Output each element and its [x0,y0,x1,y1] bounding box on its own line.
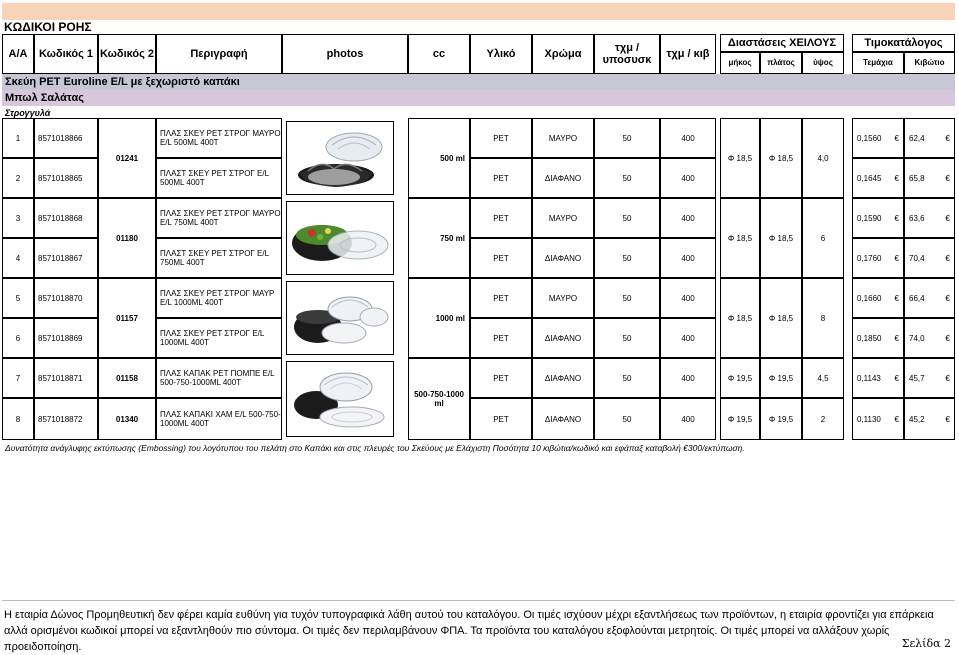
row-pcs-per-box: 400 [660,398,716,440]
row-description: ΠΛΑΣΤ ΣΚΕΥ PET ΣΤΡΟΓ E/L 500ML 400T [156,158,282,198]
price-value: 45,7 [909,373,925,383]
row-material: PET [470,278,532,318]
product-photo [286,201,394,275]
product-photo [286,281,394,355]
group-cc: 500-750-1000 ml [408,358,470,440]
group-width: Φ 18,5 [760,198,802,278]
row-pcs-per-sub: 50 [594,158,660,198]
price-value: 63,6 [909,213,925,223]
bowl-with-lid-icon [288,123,392,193]
row-color: ΜΑΥΡΟ [532,278,594,318]
header-aa: Α/Α [2,34,34,74]
group-cc: 750 ml [408,198,470,278]
price-value: 62,4 [909,133,925,143]
row-material: PET [470,398,532,440]
header-pcs-per-box: τχμ / κιβ [660,34,716,74]
row-box-price [904,358,955,398]
footer-divider [2,600,955,601]
bowl-with-lids-icon [288,283,392,353]
row-piece-price [852,238,904,278]
row-description: ΠΛΑΣ ΣΚΕΥ PET ΣΤΡΟΓ ΜΑΥΡΟ E/L 500ML 400T [156,118,282,158]
row-pcs-per-sub: 50 [594,278,660,318]
row-aa: 4 [2,238,34,278]
row-code1: 8571018867 [34,238,98,278]
row-description: ΠΛΑΣΤ ΣΚΕΥ PET ΣΤΡΟΓ E/L 750ML 400T [156,238,282,278]
page-number: Σελίδα 2 [901,637,951,650]
row-color: ΔΙΑΦΑΝΟ [532,318,594,358]
price-value: 0,1130 [857,414,881,424]
price-value: 70,4 [909,253,925,263]
row-box-price [904,318,955,358]
salad-bowl-icon [288,203,392,273]
row-description: ΠΛΑΣ ΚΑΠΑΚ PET ΠΟΜΠΕ E/L 500-750-1000ML 400T [156,358,282,398]
header-width: πλάτος [760,52,802,74]
group-width: Φ 18,5 [760,278,802,358]
currency-symbol: € [945,333,950,343]
price-value: 0,1645 [857,173,882,183]
price-value: 66,4 [909,293,925,303]
row-code1: 8571018865 [34,158,98,198]
row-box-price [904,398,955,440]
group-cc: 500 ml [408,118,470,198]
row-material: PET [470,158,532,198]
row-piece-price [852,318,904,358]
row-aa: 1 [2,118,34,158]
header-height: ύψος [802,52,844,74]
price-value: 0,1760 [857,253,882,263]
header-material: Υλικό [470,34,532,74]
row-description: ΠΛΑΣ ΣΚΕΥ PET ΣΤΡΟΓ ΜΑΥΡΟ E/L 750ML 400T [156,198,282,238]
row-material: PET [470,318,532,358]
row-pcs-per-sub: 50 [594,398,660,440]
price-value: 0,1560 [857,133,882,143]
currency-symbol: € [945,373,950,383]
row-piece-price [852,358,904,398]
header-code1: Κωδικός 1 [34,34,98,74]
header-piece-price: Τεμάχια [852,52,904,74]
row-height: 4,5 [802,358,844,398]
header-photos: photos [282,34,408,74]
header-length: μήκος [720,52,760,74]
row-length: Φ 19,5 [720,398,760,440]
group-length: Φ 18,5 [720,278,760,358]
row-piece-price [852,118,904,158]
row-material: PET [470,198,532,238]
row-box-price [904,238,955,278]
currency-symbol: € [945,293,950,303]
row-description: ΠΛΑΣ ΣΚΕΥ PET ΣΤΡΟΓ ΜΑΥΡ E/L 1000ML 400T [156,278,282,318]
product-photo [286,361,394,437]
currency-symbol: € [894,173,899,183]
row-width: Φ 19,5 [760,398,802,440]
row-pcs-per-box: 400 [660,278,716,318]
row-color: ΔΙΑΦΑΝΟ [532,158,594,198]
group-length: Φ 18,5 [720,198,760,278]
row-length: Φ 19,5 [720,358,760,398]
group-code2: 01157 [98,278,156,358]
currency-symbol: € [894,414,899,424]
price-value: 45,2 [909,414,925,424]
row-code1: 8571018871 [34,358,98,398]
row-pcs-per-box: 400 [660,158,716,198]
row-box-price [904,278,955,318]
page-title: ΚΩΔΙΚΟΙ ΡΟΗΣ [4,20,92,34]
disclaimer-text: Η εταιρία Δώνος Προμηθευτική δεν φέρει καμία ευθύνη για τυχόν τυπογραφικά λάθη αυτού του καταλόγου. Οι τιμές ισχύουν μέχρι εξαντλήσεως των προϊόντων, η εταιρία φροντίζει για επάρκεια αλλά ορισμένοι κωδικοί μπορεί να εξαντληθούν πιο σύντομα. Οι τιμές δεν περιλαμβάνουν ΦΠΑ. Τα προϊόντα του καταλόγου εξοφλούνται μετρητοίς. Οι τιμές μπορεί να αλλάξουν χωρίς προειδοποίηση. [4,609,934,653]
price-value: 0,1590 [857,213,882,223]
row-color: ΔΙΑΦΑΝΟ [532,358,594,398]
currency-symbol: € [894,373,899,383]
group-length: Φ 18,5 [720,118,760,198]
row-color: ΜΑΥΡΟ [532,118,594,158]
price-value: 0,1143 [857,373,881,383]
row-code1: 8571018872 [34,398,98,440]
row-aa: 8 [2,398,34,440]
currency-symbol: € [894,333,899,343]
shape-band: Στρογγυλά [2,106,955,120]
row-box-price [904,158,955,198]
row-aa: 7 [2,358,34,398]
header-description: Περιγραφή [156,34,282,74]
row-pcs-per-box: 400 [660,238,716,278]
currency-symbol: € [945,414,950,424]
row-pcs-per-box: 400 [660,118,716,158]
row-material: PET [470,118,532,158]
currency-symbol: € [945,173,950,183]
row-pcs-per-box: 400 [660,318,716,358]
row-description: ΠΛΑΣ ΚΑΠΑΚΙ ΧΑΜ E/L 500-750-1000ML 400T [156,398,282,440]
group-cc: 1000 ml [408,278,470,358]
row-code2: 01340 [98,398,156,440]
row-material: PET [470,358,532,398]
header-code2: Κωδικός 2 [98,34,156,74]
row-pcs-per-sub: 50 [594,118,660,158]
row-code1: 8571018870 [34,278,98,318]
currency-symbol: € [894,253,899,263]
currency-symbol: € [894,213,899,223]
row-piece-price [852,398,904,440]
row-piece-price [852,158,904,198]
price-value: 0,1660 [857,293,882,303]
group-height: 4,0 [802,118,844,198]
row-color: ΔΙΑΦΑΝΟ [532,238,594,278]
row-pcs-per-sub: 50 [594,358,660,398]
row-pcs-per-sub: 50 [594,318,660,358]
row-aa: 6 [2,318,34,358]
header-color: Χρώμα [532,34,594,74]
row-code1: 8571018866 [34,118,98,158]
row-pcs-per-box: 400 [660,358,716,398]
price-value: 0,1850 [857,333,882,343]
row-code1: 8571018869 [34,318,98,358]
product-band: Μπωλ Σαλάτας [2,90,955,106]
row-aa: 5 [2,278,34,318]
row-piece-price [852,278,904,318]
group-code2: 01180 [98,198,156,278]
row-pcs-per-sub: 50 [594,198,660,238]
lids-icon [288,363,392,435]
row-code1: 8571018868 [34,198,98,238]
row-pcs-per-sub: 50 [594,238,660,278]
currency-symbol: € [945,213,950,223]
currency-symbol: € [945,253,950,263]
header-box-price: Κιβώτιο [904,52,955,74]
group-height: 8 [802,278,844,358]
row-piece-price [852,198,904,238]
row-pcs-per-box: 400 [660,198,716,238]
row-description: ΠΛΑΣ ΣΚΕΥ PET ΣΤΡΟΓ E/L 1000ML 400T [156,318,282,358]
price-value: 65,8 [909,173,925,183]
top-color-bar [2,3,955,20]
group-code2: 01241 [98,118,156,198]
group-width: Φ 18,5 [760,118,802,198]
row-aa: 3 [2,198,34,238]
product-photo [286,121,394,195]
row-height: 2 [802,398,844,440]
row-box-price [904,198,955,238]
row-color: ΜΑΥΡΟ [532,198,594,238]
header-pricelist: Τιμοκατάλογος [852,34,955,52]
header-dimensions: Διαστάσεις ΧΕΙΛΟΥΣ [720,34,844,52]
header-pcs-per-sub: τχμ / υποσυσκ [594,34,660,74]
header-cc: cc [408,34,470,74]
row-material: PET [470,238,532,278]
row-aa: 2 [2,158,34,198]
row-color: ΔΙΑΦΑΝΟ [532,398,594,440]
embossing-note: Δυνατότητα ανάγλυφης εκτύπωσης (Embossing) του λογότυπου του πελάτη στο Καπάκι και στις πλευρές του Σκεύους με Ελάχιστη Ποσότητα 10 κιβώτια/κωδικό και εφάπαξ καταβολή €300/εκτύπωση. [5,443,745,453]
currency-symbol: € [894,133,899,143]
row-width: Φ 19,5 [760,358,802,398]
group-height: 6 [802,198,844,278]
row-box-price [904,118,955,158]
category-band: Σκεύη PET Euroline E/L με ξεχωριστό καπάκι [2,74,955,90]
row-code2: 01158 [98,358,156,398]
currency-symbol: € [945,133,950,143]
currency-symbol: € [894,293,899,303]
price-value: 74,0 [909,333,925,343]
